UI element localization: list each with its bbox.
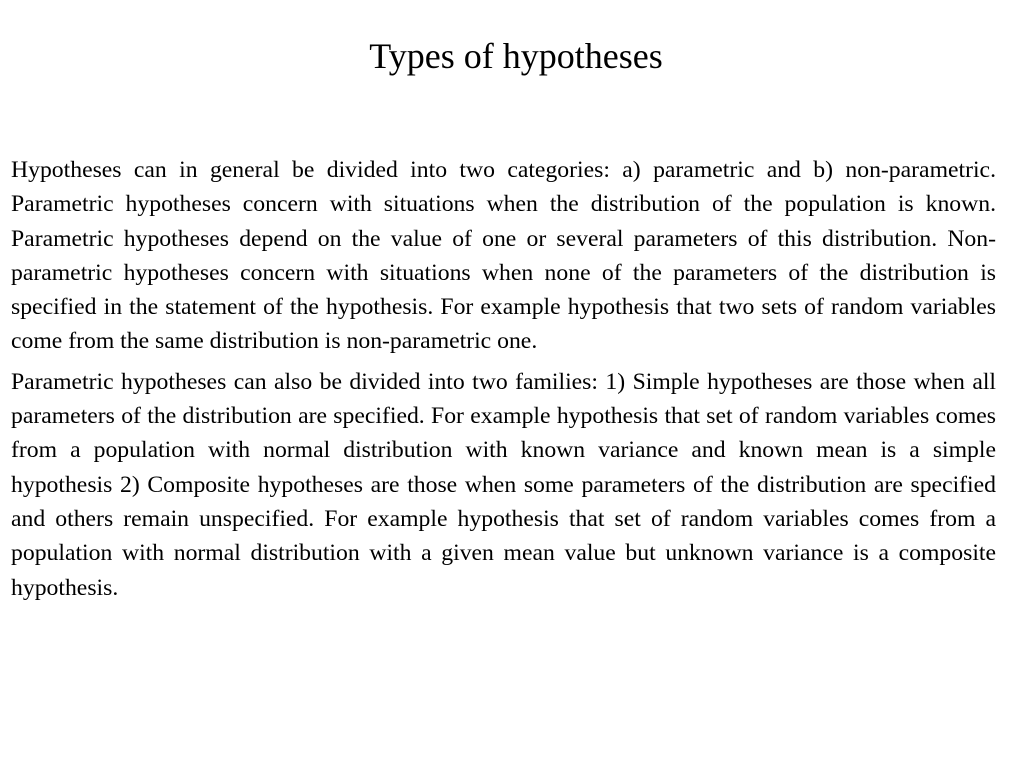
slide-body [11, 153, 996, 611]
paragraph-parametric-vs-nonparametric: Hypotheses can in general be divided into two categories: a) parametric and b) non-parametric. Parametric hypotheses concern with situations when the distribution of the population is known. Parametric hypotheses depend on the value of one or several parameters of this distribution. Non-parametric hypotheses concern with situations when none of the parameters of the distribution is specified in the statement of the hypothesis. For example hypothesis that two sets of random variables come from the same distribution is non-parametric one. [11, 157, 996, 355]
slide-title: Types of hypotheses [369, 36, 663, 76]
paragraph-simple-vs-composite: Parametric hypotheses can also be divided into two families: 1) Simple hypotheses are those when all parameters of the distribution are specified. For example hypothesis that set of random variables comes from a population with normal distribution with known variance and known mean is a simple hypothesis 2) Composite hypotheses are those when some parameters of the distribution are specified and others remain unspecified. For example hypothesis that set of random variables comes from a population with normal distribution with a given mean value but unknown variance is a composite hypothesis. [11, 368, 996, 601]
